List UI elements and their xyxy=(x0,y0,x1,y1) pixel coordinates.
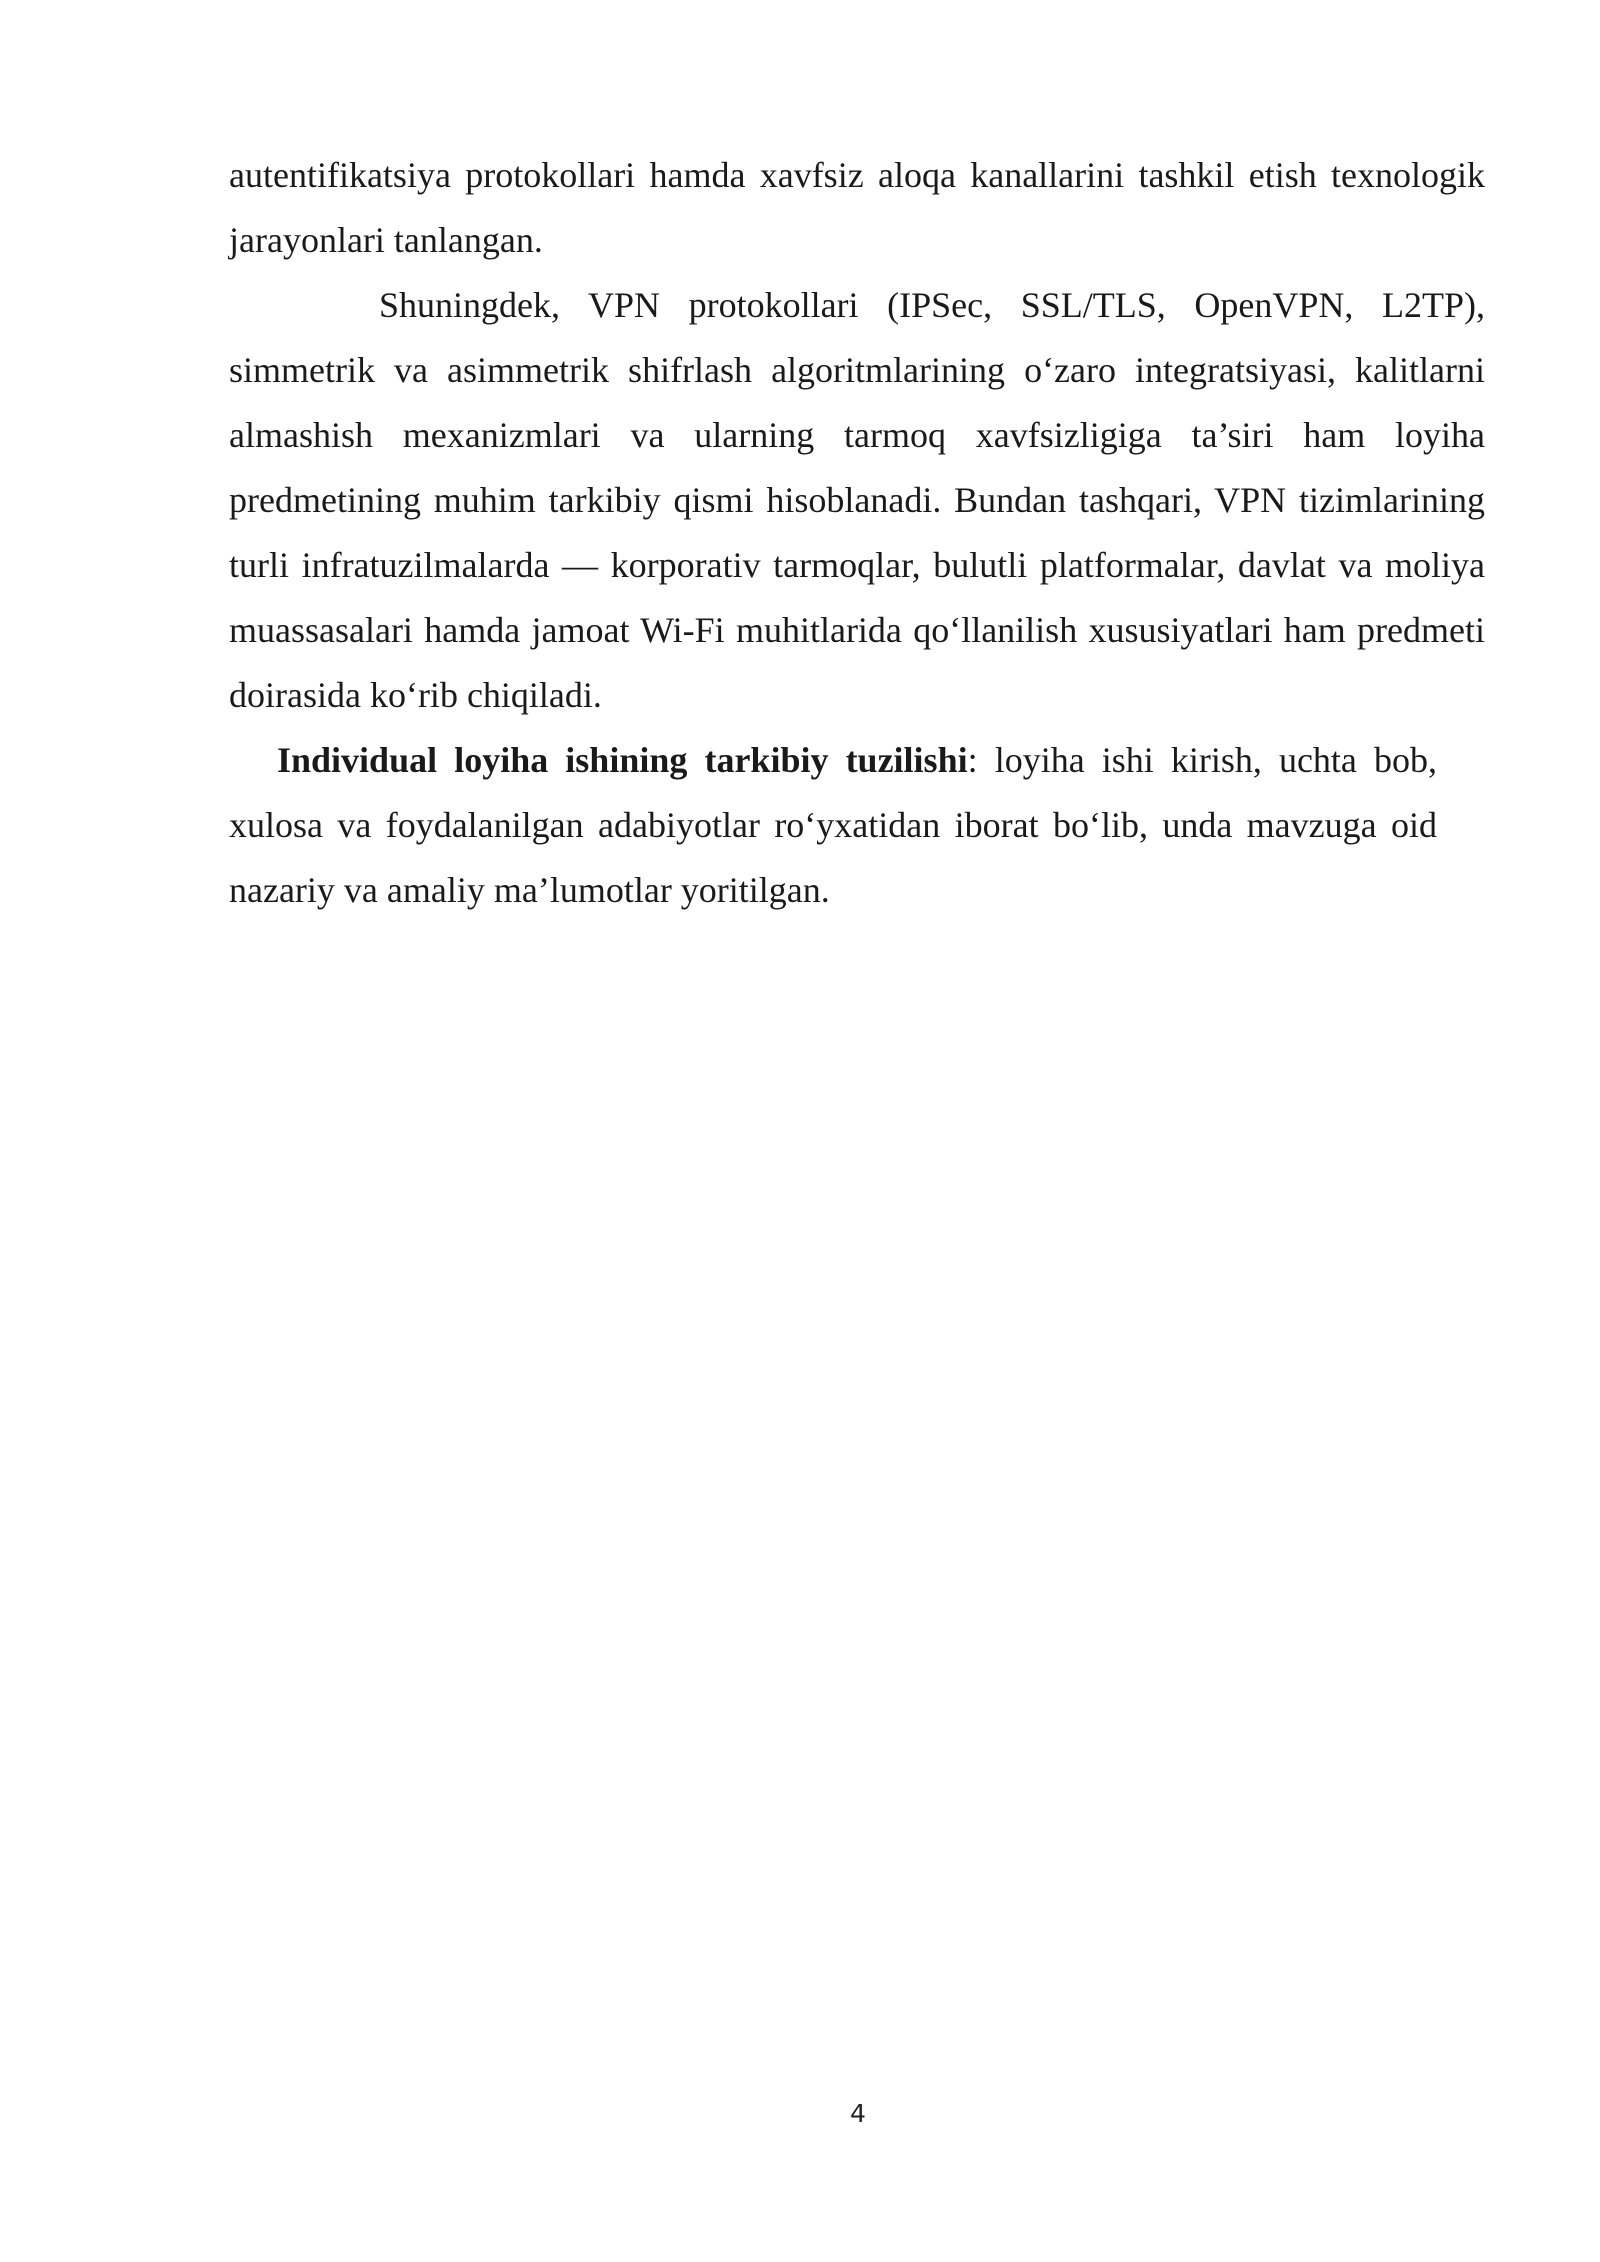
paragraph-1-text: autentifikatsiya protokollari hamda xavfsiz aloqa kanallarini tashkil etish texnologik jarayonlari tanlangan. xyxy=(229,155,1485,260)
paragraph-3 xyxy=(229,728,1437,923)
section-heading-inline: Individual loyiha ishining tarkibiy tuzilishi xyxy=(277,740,968,780)
page-number: 4 xyxy=(850,2099,866,2128)
paragraph-1 xyxy=(229,143,1485,273)
paragraph-2-text: Shuningdek, VPN protokollari (IPSec, SSL/TLS, OpenVPN, L2TP), simmetrik va asimmetrik shifrlash algoritmlarining o‘zaro integratsiyasi, kalitlarni almashish mexanizmlari va ularning tarmoq xavfsizligiga ta’siri ham loyiha predmetining muhim tarkibiy qismi hisoblanadi. Bundan tashqari, VPN tizimlarining turli infratuzilmalarda — korporativ tarmoqlar, bulutli platformalar, davlat va moliya muassasalari hamda jamoat Wi-Fi muhitlarida qo‘llanilish xususiyatlari ham predmeti doirasida ko‘rib chiqiladi. xyxy=(229,285,1485,715)
paragraph-2 xyxy=(229,273,1485,728)
paragraph-3-content xyxy=(229,728,1437,923)
paragraph-3-text: : loyiha ishi kirish, uchta bob, xulosa va foydalanilgan adabiyotlar ro‘yxatidan iborat bo‘lib, unda mavzuga oid nazariy va amaliy ma’lumotlar yoritilgan. xyxy=(229,740,1438,910)
